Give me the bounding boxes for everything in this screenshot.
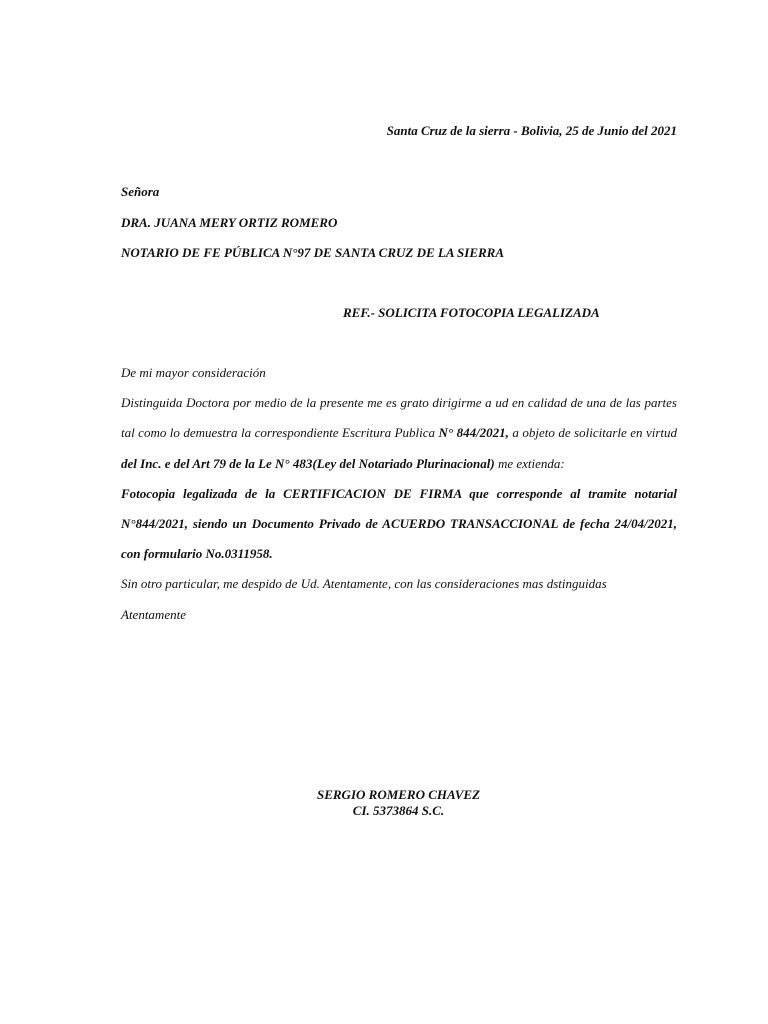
salutation: Señora bbox=[121, 184, 160, 199]
escritura-number: N° 844/2021, bbox=[438, 425, 509, 441]
opening-line: De mi mayor consideración bbox=[121, 365, 266, 380]
legal-reference: del Inc. e del Art 79 de la Le N° 483(Ley del Notariado Plurinacional) bbox=[121, 455, 495, 471]
paragraph-request-text-b: a objeto de solicitarle en virtud bbox=[508, 425, 678, 441]
reference-line: REF.- SOLICITA FOTOCOPIA LEGALIZADA bbox=[343, 305, 600, 320]
signature-block bbox=[0, 787, 768, 819]
closing-line: Atentamente bbox=[121, 606, 186, 622]
signatory-id: CI. 5373864 S.C. bbox=[352, 803, 445, 818]
recipient-title: NOTARIO DE FE PÚBLICA N°97 DE SANTA CRUZ DE LA SIERRA bbox=[121, 245, 505, 260]
recipient-name: DRA. JUANA MERY ORTIZ ROMERO bbox=[121, 215, 338, 230]
paragraph-request bbox=[121, 388, 677, 479]
paragraph-request-text-a: Distinguida Doctora por medio de la presente me es grato dirigirme a ud en calidad de una de las partes tal como lo demuestra la correspondiente Escritura Publica bbox=[121, 395, 677, 441]
paragraph-farewell: Sin otro particular, me despido de Ud. Atentamente, con las consideraciones mas dstinguidas bbox=[121, 576, 607, 592]
letter-body bbox=[121, 358, 677, 630]
date-line: Santa Cruz de la sierra - Bolivia, 25 de Junio del 2021 bbox=[386, 123, 677, 138]
paragraph-request-text-c: me extienda: bbox=[494, 455, 565, 471]
paragraph-document-details: Fotocopia legalizada de la CERTIFICACION DE FIRMA que corresponde al tramite notarial N°844/2021, siendo un Documento Privado de ACUERDO TRANSACCIONAL de fecha 24/04/2021, con formulario No.0311958. bbox=[121, 485, 677, 562]
signatory-name: SERGIO ROMERO CHAVEZ bbox=[316, 787, 481, 802]
